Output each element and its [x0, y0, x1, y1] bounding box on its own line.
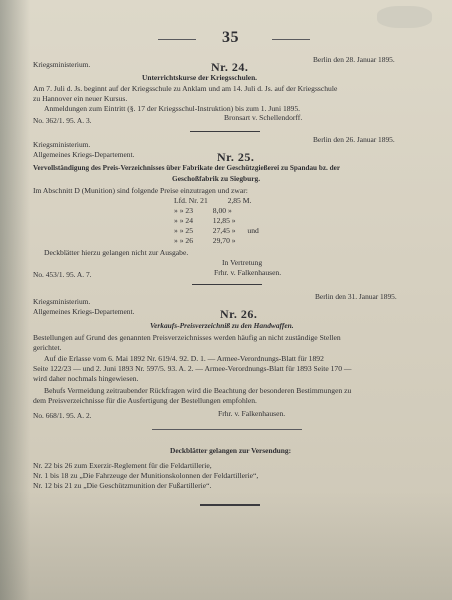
s26-p2-line2: Seite 122/23 — und 2. Juni 1893 Nr. 597/5. 93. A. 2. — Armee-Verordnungs-Blatt für 1893 Seite 170 — [33, 364, 352, 373]
deck-line1: Nr. 22 bis 26 zum Exerzir-Reglement für die Feldartillerie, [33, 461, 212, 470]
price-row: » » 26 29,70 » [174, 236, 236, 245]
paper-stain [377, 6, 432, 28]
price-row: » » 23 8,00 » [174, 206, 232, 215]
s25-separator [192, 284, 262, 285]
deck-line3: Nr. 12 bis 21 zu „Die Geschützmunition der Fußartillerie“. [33, 481, 212, 490]
s24-dateline: Berlin den 28. Januar 1895. [313, 55, 395, 64]
s25-note: Deckblätter hierzu gelangen nicht zur Ausgabe. [44, 248, 189, 257]
s25-intro: Im Abschnitt D (Munition) sind folgende Preise einzutragen und zwar: [33, 186, 248, 195]
deck-line2: Nr. 1 bis 18 zu „Die Fahrzeuge der Munitionskolonnen der Feldartillerie“, [33, 471, 259, 480]
s25-signature: Frhr. v. Falkenhausen. [214, 268, 282, 277]
s25-ref: No. 453/1. 95. A. 7. [33, 270, 92, 279]
s24-signature: Bronsart v. Schellendorff. [224, 113, 303, 122]
s26-separator [152, 429, 302, 430]
deck-heading: Deckblätter gelangen zur Versendung: [170, 446, 292, 455]
s26-p2-line3: wird daher nochmals hingewiesen. [33, 374, 139, 383]
s26-p2-line1: Auf die Erlasse vom 6. Mai 1892 Nr. 619/4. 92. D. 1. — Armee-Verordnungs-Blatt für 1892 [44, 354, 324, 363]
s26-p1-line2: gerichtet. [33, 343, 62, 352]
s24-line2: zu Hannover ein neuer Kursus. [33, 94, 128, 103]
s25-title2: Geschoßfabrik zu Siegburg. [172, 174, 261, 183]
s25-number: Nr. 25. [217, 150, 255, 164]
s26-dateline: Berlin den 31. Januar 1895. [315, 292, 397, 301]
s26-number: Nr. 26. [220, 307, 258, 321]
price-row: Lfd. Nr. 21 2,85 M. [174, 196, 252, 205]
s26-signature: Frhr. v. Falkenhausen. [218, 409, 286, 418]
s24-number: Nr. 24. [211, 60, 249, 74]
s26-title: Verkaufs-Preisverzeichniß zu den Handwaffen. [150, 321, 294, 330]
s25-in-vertretung: In Vertretung [222, 258, 263, 267]
s24-line1: Am 7. Juli d. Js. beginnt auf der Kriegsschule zu Anklam und am 14. Juli d. Js. auf der Kriegsschule [33, 84, 338, 93]
header-rule-left [158, 39, 196, 40]
header-rule-right [272, 39, 310, 40]
s24-issuer: Kriegsministerium. [33, 60, 91, 69]
s26-issuer2: Allgemeines Kriegs-Departement. [33, 307, 135, 316]
s26-p3-line1: Behufs Vermeidung zeitraubender Rückfragen wird die Beachtung der besonderen Bestimmungen zu [44, 386, 352, 395]
page-number: 35 [222, 29, 239, 46]
price-row: » » 24 12,85 » [174, 216, 236, 225]
price-row: » » 25 27,45 » und [174, 226, 259, 235]
s25-issuer1: Kriegsministerium. [33, 140, 91, 149]
s24-separator [190, 131, 260, 132]
s26-issuer1: Kriegsministerium. [33, 297, 91, 306]
page-bottom-fade [0, 490, 452, 600]
s25-title1: Vervollständigung des Preis-Verzeichnisses über Fabrikate der Geschützgießerei zu Spandau bz. der [33, 164, 341, 172]
s25-dateline: Berlin den 26. Januar 1895. [313, 135, 395, 144]
s26-p3-line2: dem Preisverzeichnisse für die Ausfertigung der Bestellungen empfohlen. [33, 396, 257, 405]
s26-p1-line1: Bestellungen auf Grund des genannten Preisverzeichnisses werden häufig an nicht zuständige Stellen [33, 333, 341, 342]
s25-issuer2: Allgemeines Kriegs-Departement. [33, 150, 135, 159]
s24-title: Unterrichtskurse der Kriegsschulen. [142, 73, 258, 82]
s26-ref: No. 668/1. 95. A. 2. [33, 411, 92, 420]
s24-ref: No. 362/1. 95. A. 3. [33, 116, 92, 125]
s24-line3: Anmeldungen zum Eintritt (§. 17 der Kriegsschul-Instruktion) bis zum 1. Juni 1895. [44, 104, 301, 113]
